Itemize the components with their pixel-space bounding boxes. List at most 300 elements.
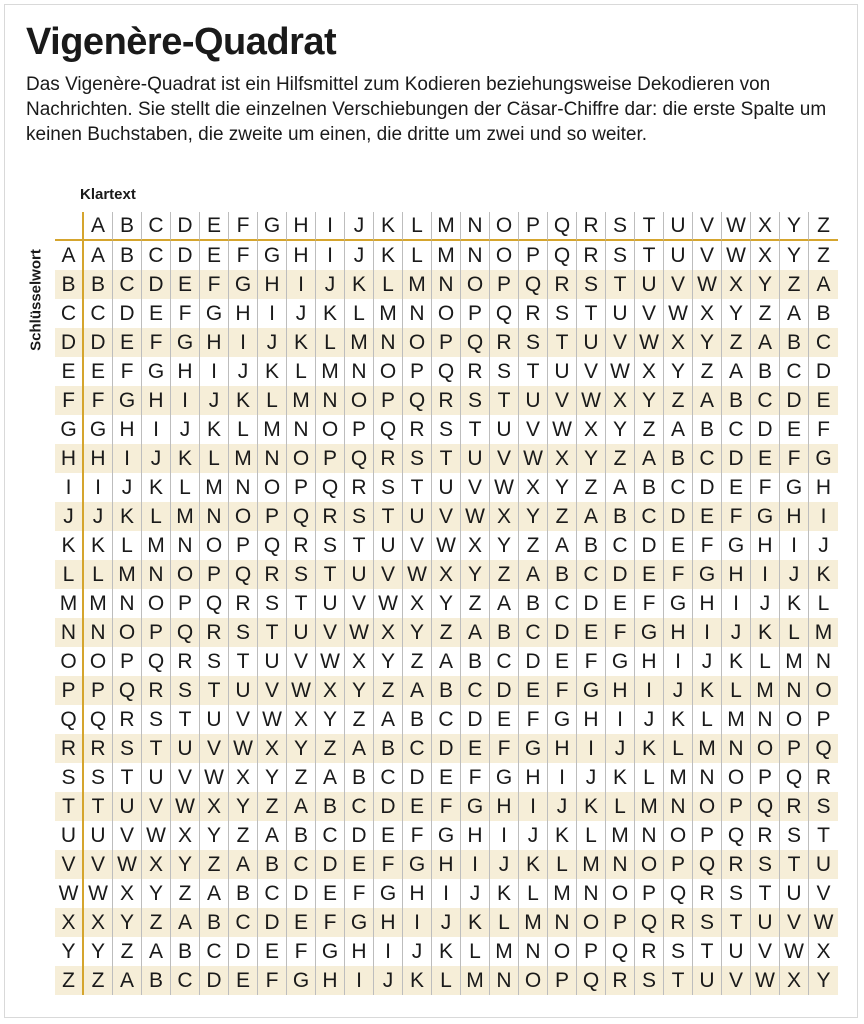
grid-cell: C <box>751 386 780 415</box>
grid-cell: L <box>316 328 345 357</box>
grid-cell: Q <box>84 705 113 734</box>
grid-cell: H <box>519 763 548 792</box>
grid-cell: U <box>780 879 809 908</box>
grid-cell: W <box>345 618 374 647</box>
grid-cell: W <box>664 299 693 328</box>
grid-cell: Y <box>809 966 838 995</box>
grid-cell: F <box>577 647 606 676</box>
grid-cell: N <box>461 241 490 270</box>
grid-cell: O <box>809 676 838 705</box>
grid-cell: U <box>287 618 316 647</box>
row-header-f: F <box>55 386 84 415</box>
grid-cell: H <box>84 444 113 473</box>
grid-cell: B <box>345 763 374 792</box>
grid-cell: F <box>316 908 345 937</box>
grid-cell: T <box>287 589 316 618</box>
grid-cell: H <box>403 879 432 908</box>
grid-cell: A <box>374 705 403 734</box>
grid-cell: I <box>171 386 200 415</box>
grid-cell: B <box>113 241 142 270</box>
grid-cell: D <box>722 444 751 473</box>
column-header-g: G <box>258 212 287 241</box>
grid-cell: A <box>171 908 200 937</box>
row-header-e: E <box>55 357 84 386</box>
grid-cell: K <box>403 966 432 995</box>
grid-cell: A <box>403 676 432 705</box>
grid-cell: J <box>258 328 287 357</box>
grid-cell: I <box>345 966 374 995</box>
grid-cell: U <box>519 386 548 415</box>
grid-cell: F <box>374 850 403 879</box>
grid-cell: S <box>142 705 171 734</box>
grid-cell: G <box>229 270 258 299</box>
grid-cell: N <box>403 299 432 328</box>
grid-cell: Q <box>200 589 229 618</box>
grid-cell: Q <box>432 357 461 386</box>
grid-cell: B <box>142 966 171 995</box>
grid-cell: N <box>113 589 142 618</box>
row-header-b: B <box>55 270 84 299</box>
grid-cell: C <box>780 357 809 386</box>
grid-cell: N <box>635 821 664 850</box>
grid-cell: X <box>519 473 548 502</box>
grid-cell: Z <box>142 908 171 937</box>
grid-cell: D <box>664 502 693 531</box>
grid-cell: V <box>635 299 664 328</box>
grid-cell: L <box>84 560 113 589</box>
grid-cell: I <box>200 357 229 386</box>
grid-cell: X <box>432 560 461 589</box>
grid-cell: B <box>403 705 432 734</box>
grid-cell: G <box>200 299 229 328</box>
grid-cell: O <box>548 937 577 966</box>
grid-cell: C <box>693 444 722 473</box>
grid-cell: I <box>635 676 664 705</box>
grid-cell: G <box>374 879 403 908</box>
grid-cell: W <box>403 560 432 589</box>
grid-cell: Y <box>664 357 693 386</box>
grid-cell: S <box>374 473 403 502</box>
grid-cell: O <box>142 589 171 618</box>
grid-cell: V <box>316 618 345 647</box>
grid-cell: D <box>635 531 664 560</box>
grid-cell: A <box>461 618 490 647</box>
grid-cell: M <box>432 241 461 270</box>
grid-cell: W <box>200 763 229 792</box>
grid-cell: T <box>374 502 403 531</box>
grid-cell: A <box>606 473 635 502</box>
grid-cell: I <box>287 270 316 299</box>
column-header-s: S <box>606 212 635 241</box>
grid-cell: D <box>606 560 635 589</box>
grid-cell: X <box>751 241 780 270</box>
grid-cell: V <box>229 705 258 734</box>
row-header-g: G <box>55 415 84 444</box>
row-header-m: M <box>55 589 84 618</box>
grid-cell: B <box>606 502 635 531</box>
grid-cell: H <box>751 531 780 560</box>
grid-cell: F <box>519 705 548 734</box>
column-header-n: N <box>461 212 490 241</box>
grid-cell: I <box>606 705 635 734</box>
grid-cell: H <box>432 850 461 879</box>
grid-cell: Q <box>809 734 838 763</box>
grid-cell: C <box>113 270 142 299</box>
grid-cell: G <box>432 821 461 850</box>
grid-cell: Z <box>606 444 635 473</box>
grid-cell: S <box>664 937 693 966</box>
grid-cell: E <box>461 734 490 763</box>
column-header-i: I <box>316 212 345 241</box>
grid-cell: Z <box>693 357 722 386</box>
grid-cell: J <box>490 850 519 879</box>
grid-cell: G <box>461 792 490 821</box>
grid-cell: Z <box>490 560 519 589</box>
grid-cell: J <box>548 792 577 821</box>
grid-cell: P <box>171 589 200 618</box>
grid-cell: O <box>780 705 809 734</box>
grid-cell: Y <box>606 415 635 444</box>
grid-cell: R <box>548 270 577 299</box>
grid-cell: A <box>490 589 519 618</box>
grid-cell: N <box>258 444 287 473</box>
column-header-b: B <box>113 212 142 241</box>
grid-cell: C <box>432 705 461 734</box>
grid-cell: P <box>693 821 722 850</box>
grid-cell: E <box>171 270 200 299</box>
grid-cell: K <box>490 879 519 908</box>
grid-cell: U <box>142 763 171 792</box>
grid-cell: A <box>664 415 693 444</box>
grid-cell: G <box>548 705 577 734</box>
grid-cell: E <box>374 821 403 850</box>
column-header-t: T <box>635 212 664 241</box>
intro-text: Das Vigenère-Quadrat ist ein Hilfsmittel zum Kodieren beziehungsweise Dekodieren von Nachrichten. Sie stellt die einzelnen Verschiebungen der Cäsar-Chiffre dar: die erste Spalte um keinen Buchstaben, die zweite um einen, die dritte um zwei und so weiter. <box>26 74 827 145</box>
grid-cell: G <box>664 589 693 618</box>
grid-cell: W <box>780 937 809 966</box>
grid-cell: Q <box>722 821 751 850</box>
grid-cell: G <box>693 560 722 589</box>
grid-cell: G <box>258 241 287 270</box>
grid-cell: R <box>519 299 548 328</box>
grid-cell: X <box>577 415 606 444</box>
grid-cell: X <box>345 647 374 676</box>
grid-cell: L <box>345 299 374 328</box>
grid-cell: G <box>519 734 548 763</box>
row-header-w: W <box>55 879 84 908</box>
grid-cell: S <box>635 966 664 995</box>
grid-cell: V <box>403 531 432 560</box>
grid-cell: M <box>606 821 635 850</box>
grid-cell: Y <box>519 502 548 531</box>
grid-cell: K <box>229 386 258 415</box>
grid-cell: Y <box>432 589 461 618</box>
grid-cell: K <box>519 850 548 879</box>
grid-cell: G <box>84 415 113 444</box>
grid-cell: G <box>780 473 809 502</box>
grid-cell: K <box>287 328 316 357</box>
grid-cell: D <box>84 328 113 357</box>
grid-cell: M <box>519 908 548 937</box>
column-header-a: A <box>84 212 113 241</box>
column-header-l: L <box>403 212 432 241</box>
grid-cell: Q <box>287 502 316 531</box>
grid-cell: E <box>200 241 229 270</box>
grid-cell: D <box>287 879 316 908</box>
grid-cell: D <box>693 473 722 502</box>
grid-cell: X <box>490 502 519 531</box>
grid-cell: R <box>815 766 832 789</box>
grid-cell: K <box>258 357 287 386</box>
grid-cell: E <box>664 531 693 560</box>
grid-cell: R <box>722 850 751 879</box>
grid-cell: K <box>751 618 780 647</box>
column-header-x: X <box>751 212 780 241</box>
grid-cell: X <box>316 676 345 705</box>
grid-cell: E <box>548 647 577 676</box>
grid-cell: L <box>548 850 577 879</box>
grid-cell: L <box>403 241 432 270</box>
grid-cell: I <box>519 792 548 821</box>
grid-cell: H <box>171 357 200 386</box>
grid-cell: J <box>84 502 113 531</box>
grid-cell: S <box>548 299 577 328</box>
grid-cell: Y <box>229 792 258 821</box>
grid-cell: V <box>287 647 316 676</box>
grid-cell: Q <box>780 763 809 792</box>
grid-cell: K <box>577 792 606 821</box>
grid-cell: T <box>229 647 258 676</box>
grid-cell: O <box>577 908 606 937</box>
grid-cell: B <box>816 302 831 325</box>
grid-cell: P <box>519 241 548 270</box>
grid-cell: R <box>287 531 316 560</box>
grid-cell: T <box>606 270 635 299</box>
grid-cell: K <box>113 502 142 531</box>
grid-cell: B <box>432 676 461 705</box>
grid-cell: R <box>316 502 345 531</box>
grid-cell: C <box>345 792 374 821</box>
grid-cell: W <box>606 357 635 386</box>
column-header-j: J <box>345 212 374 241</box>
grid-cell: W <box>316 647 345 676</box>
grid-cell: C <box>403 734 432 763</box>
grid-cell: F <box>461 763 490 792</box>
grid-cell: M <box>258 415 287 444</box>
grid-cell: J <box>403 937 432 966</box>
grid-cell: D <box>403 763 432 792</box>
grid-cell: O <box>345 386 374 415</box>
grid-cell: J <box>432 908 461 937</box>
row-header-n: N <box>55 618 84 647</box>
grid-cell: L <box>113 531 142 560</box>
grid-cell: A <box>200 879 229 908</box>
grid-cell: P <box>751 763 780 792</box>
grid-cell: X <box>287 705 316 734</box>
grid-cell: K <box>548 821 577 850</box>
grid-cell: P <box>229 531 258 560</box>
grid-cell: F <box>403 821 432 850</box>
grid-cell: D <box>113 299 142 328</box>
grid-cell: E <box>693 502 722 531</box>
grid-cell: C <box>519 618 548 647</box>
grid-cell: I <box>809 502 838 531</box>
grid-cell: C <box>258 879 287 908</box>
grid-cell: S <box>287 560 316 589</box>
grid-cell: D <box>461 705 490 734</box>
grid-cell: P <box>84 676 113 705</box>
grid-cell: Y <box>577 444 606 473</box>
grid-cell: Z <box>374 676 403 705</box>
grid-cell: K <box>722 647 751 676</box>
grid-cell: G <box>606 647 635 676</box>
grid-cell: V <box>548 386 577 415</box>
grid-cell: Z <box>722 328 751 357</box>
grid-cell: V <box>200 734 229 763</box>
grid-cell: D <box>780 386 809 415</box>
grid-cell: O <box>490 241 519 270</box>
grid-cell: Y <box>780 241 809 270</box>
grid-cell: I <box>113 444 142 473</box>
grid-cell: N <box>722 734 751 763</box>
grid-cell: V <box>345 589 374 618</box>
grid-cell: J <box>142 444 171 473</box>
grid-cell: P <box>722 792 751 821</box>
grid-cell: T <box>519 357 548 386</box>
grid-cell: J <box>606 734 635 763</box>
grid-cell: J <box>693 647 722 676</box>
grid-cell: J <box>577 763 606 792</box>
grid-cell: R <box>577 241 606 270</box>
grid-cell: N <box>142 560 171 589</box>
row-header-q: Q <box>55 705 84 734</box>
grid-cell: Q <box>142 647 171 676</box>
figure-title: Vigenère-Quadrat <box>26 21 337 63</box>
grid-cell: N <box>548 908 577 937</box>
row-header-j: J <box>55 502 84 531</box>
grid-cell: K <box>374 241 403 270</box>
grid-cell: N <box>751 705 780 734</box>
grid-cell: U <box>722 937 751 966</box>
grid-cell: H <box>780 502 809 531</box>
grid-cell: D <box>432 734 461 763</box>
grid-cell: M <box>287 386 316 415</box>
grid-cell: T <box>635 241 664 270</box>
grid-cell: J <box>316 270 345 299</box>
grid-cell: Q <box>258 531 287 560</box>
grid-cell: O <box>722 763 751 792</box>
grid-cell: E <box>809 386 838 415</box>
grid-cell: M <box>461 966 490 995</box>
grid-cell: U <box>200 705 229 734</box>
grid-cell: E <box>635 560 664 589</box>
grid-cell: O <box>374 357 403 386</box>
grid-cell: B <box>664 444 693 473</box>
grid-cell: T <box>664 966 693 995</box>
grid-cell: V <box>490 444 519 473</box>
grid-cell: M <box>693 734 722 763</box>
column-header-e: E <box>200 212 229 241</box>
grid-cell: A <box>519 560 548 589</box>
grid-cell: K <box>780 589 809 618</box>
grid-cell: O <box>171 560 200 589</box>
grid-cell: L <box>577 821 606 850</box>
column-axis-label: Klartext <box>80 186 136 203</box>
grid-cell: X <box>664 328 693 357</box>
grid-cell: M <box>490 937 519 966</box>
grid-cell: R <box>345 473 374 502</box>
grid-cell: U <box>432 473 461 502</box>
grid-cell: H <box>374 908 403 937</box>
grid-cell: E <box>519 676 548 705</box>
grid-cell: B <box>461 647 490 676</box>
grid-cell: U <box>171 734 200 763</box>
grid-cell: R <box>403 415 432 444</box>
grid-cell: S <box>519 328 548 357</box>
grid-cell: R <box>258 560 287 589</box>
grid-cell: G <box>403 850 432 879</box>
grid-cell: X <box>722 270 751 299</box>
grid-cell: B <box>519 589 548 618</box>
grid-cell: E <box>722 473 751 502</box>
grid-cell: J <box>374 966 403 995</box>
grid-cell: R <box>142 676 171 705</box>
grid-cell: L <box>751 647 780 676</box>
grid-cell: N <box>664 792 693 821</box>
column-header-q: Q <box>548 212 577 241</box>
grid-cell: P <box>490 270 519 299</box>
grid-cell: O <box>519 966 548 995</box>
grid-cell: W <box>577 386 606 415</box>
grid-cell: B <box>635 473 664 502</box>
grid-cell: U <box>374 531 403 560</box>
grid-cell: B <box>722 386 751 415</box>
grid-cell: B <box>200 908 229 937</box>
grid-cell: P <box>816 708 831 731</box>
grid-cell: B <box>548 560 577 589</box>
grid-cell: O <box>229 502 258 531</box>
grid-cell: H <box>142 386 171 415</box>
grid-cell: R <box>113 705 142 734</box>
row-header-t: T <box>55 792 84 821</box>
grid-cell: W <box>635 328 664 357</box>
grid-cell: O <box>664 821 693 850</box>
grid-cell: X <box>461 531 490 560</box>
grid-cell: R <box>635 937 664 966</box>
grid-cell: Y <box>635 386 664 415</box>
grid-cell: N <box>287 415 316 444</box>
grid-cell: X <box>606 386 635 415</box>
grid-cell: W <box>809 908 838 937</box>
grid-cell: V <box>816 882 831 905</box>
grid-cell: X <box>171 821 200 850</box>
grid-cell: Q <box>606 937 635 966</box>
grid-cell: F <box>780 444 809 473</box>
grid-cell: V <box>693 241 722 270</box>
grid-cell: K <box>461 908 490 937</box>
grid-cell: L <box>490 908 519 937</box>
grid-cell: Z <box>113 937 142 966</box>
grid-cell: S <box>722 879 751 908</box>
grid-cell: Z <box>200 850 229 879</box>
grid-cell: D <box>548 618 577 647</box>
grid-cell: N <box>432 270 461 299</box>
grid-cell: B <box>780 328 809 357</box>
grid-cell: Q <box>751 792 780 821</box>
grid-cell: F <box>229 241 258 270</box>
grid-cell: O <box>461 270 490 299</box>
grid-cell: H <box>229 299 258 328</box>
